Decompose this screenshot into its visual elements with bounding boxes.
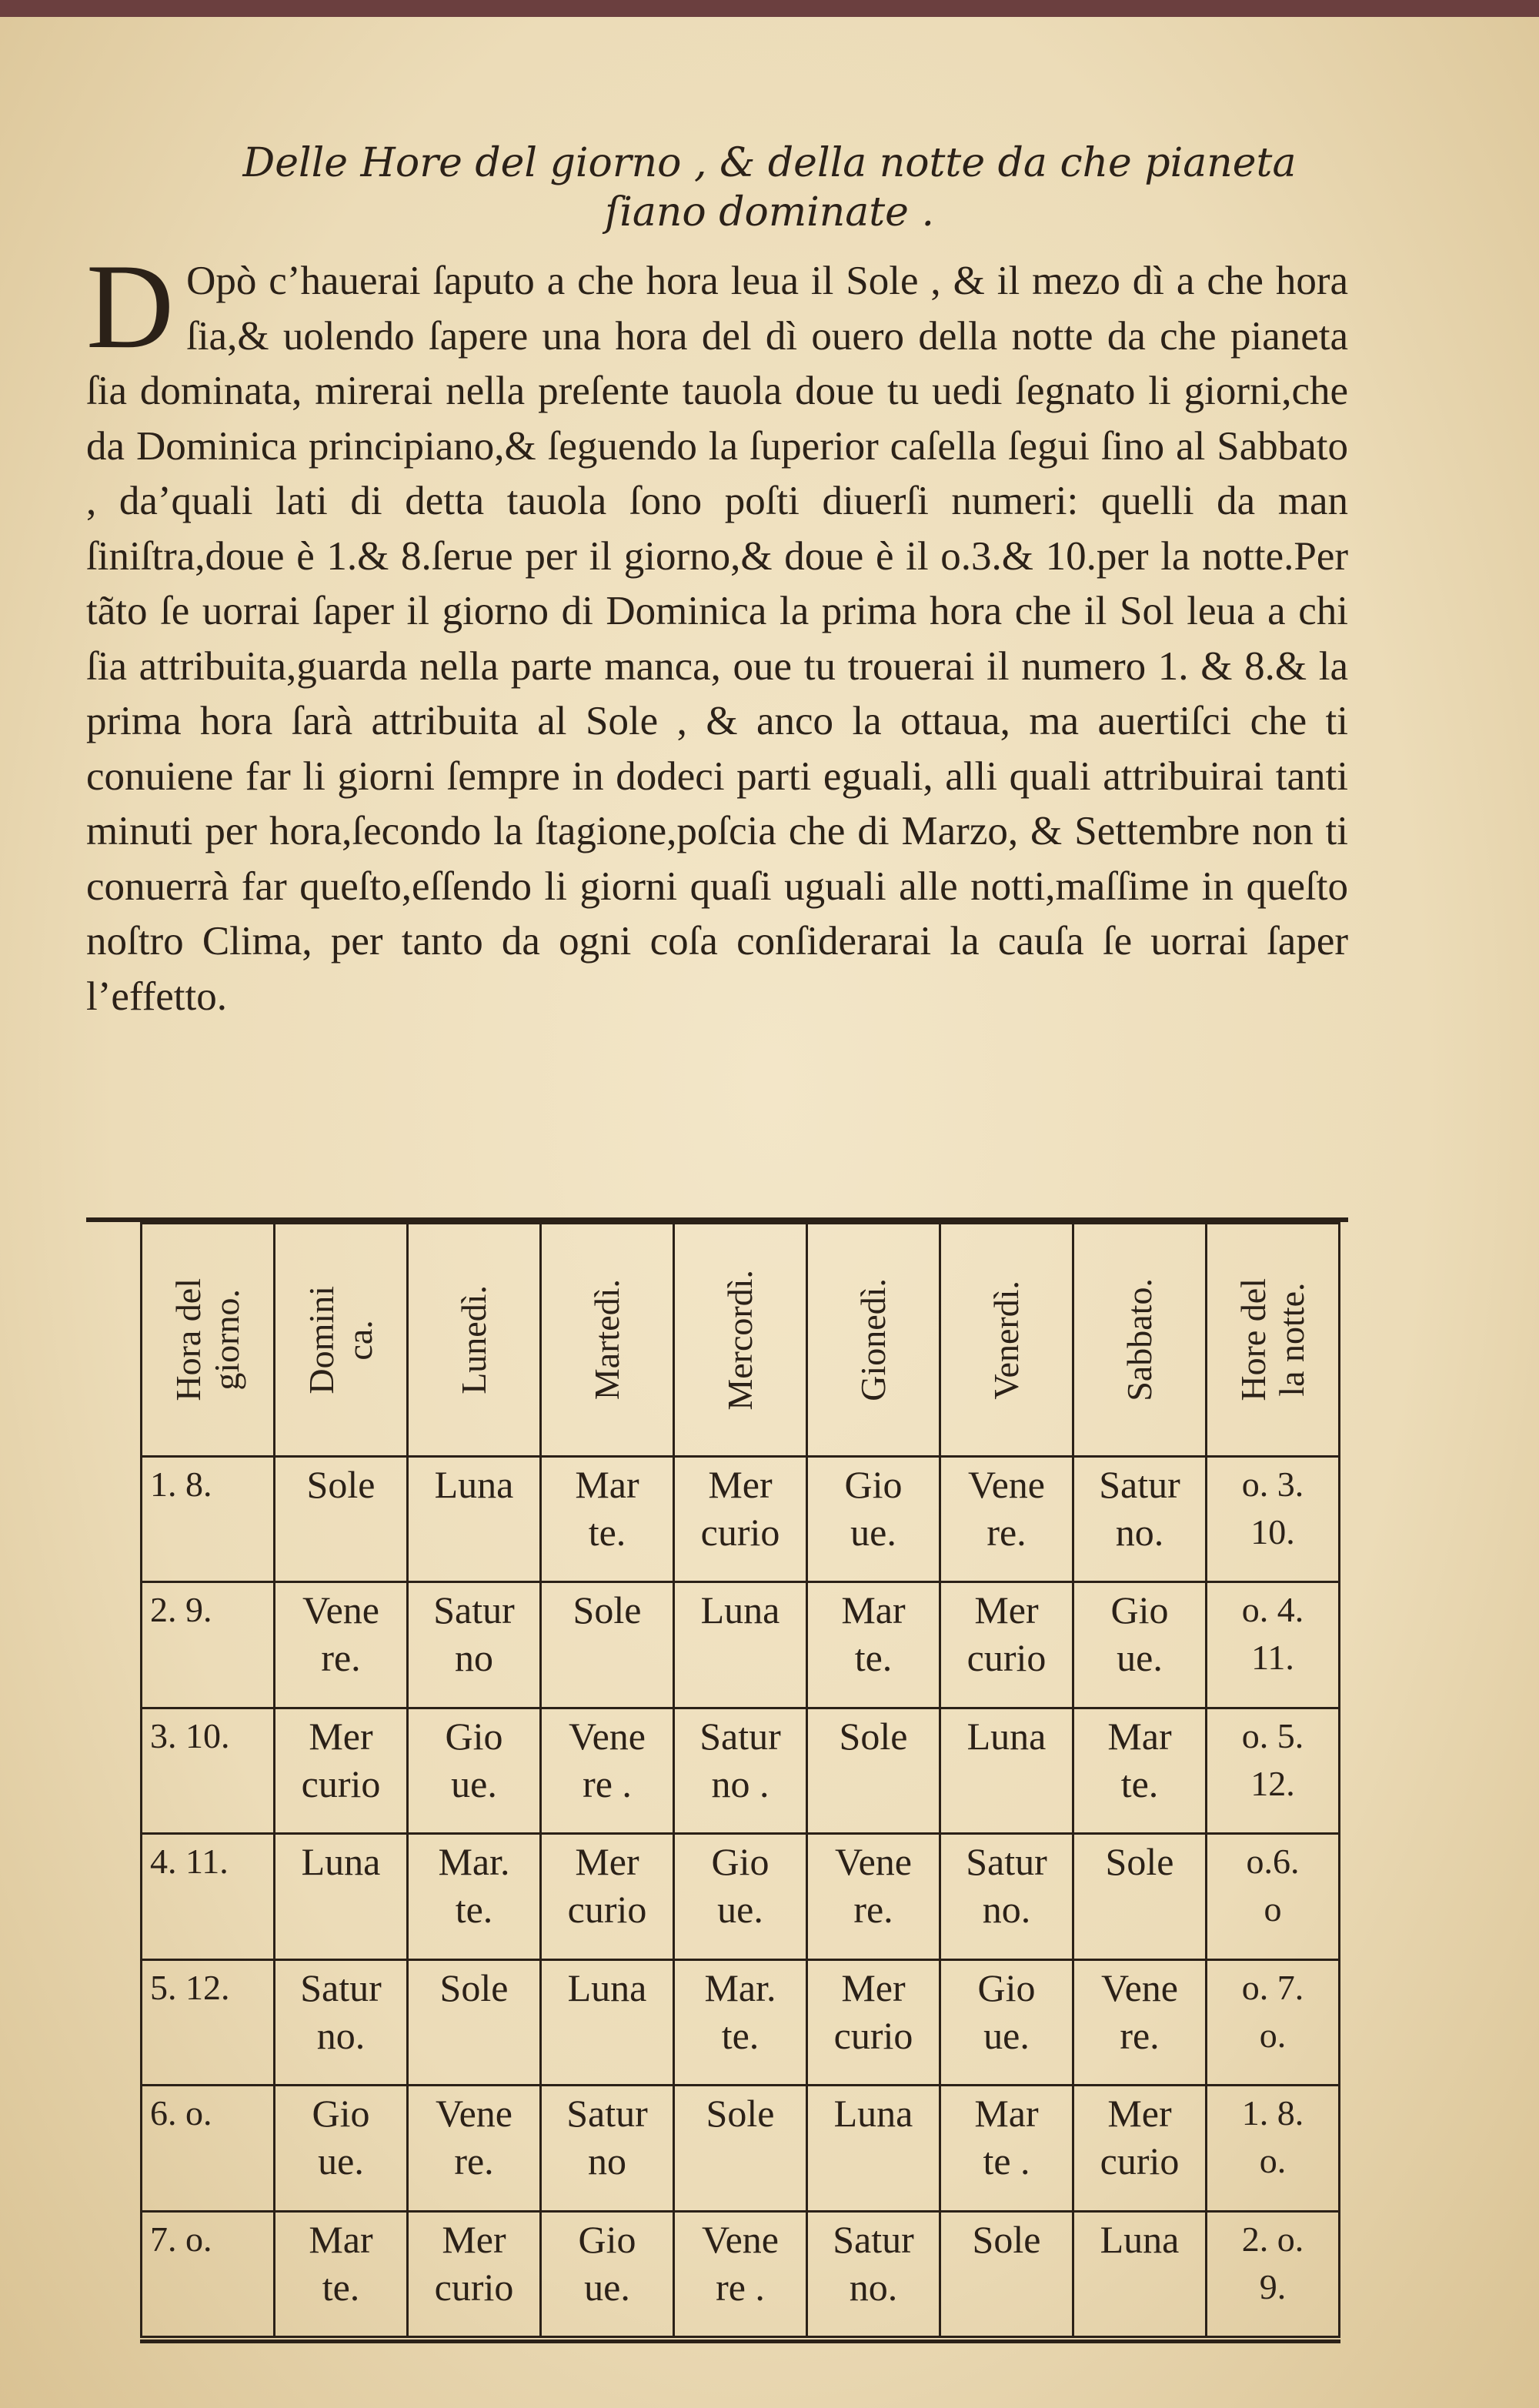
table-header-row: [142, 1224, 1340, 1457]
header-cell: Venerdì.: [940, 1224, 1073, 1457]
table-cell: Mer curio: [674, 1457, 807, 1582]
table-cell: Mar te.: [807, 1582, 940, 1708]
table-row: [142, 1457, 1340, 1582]
page-heading: [92, 139, 1447, 237]
table-cell: Vene re.: [275, 1582, 408, 1708]
table-cell: Gio ue.: [541, 2211, 674, 2336]
table-cell: Sole: [940, 2211, 1073, 2336]
table-row: [142, 2211, 1340, 2336]
body-paragraph: [86, 239, 1348, 1024]
table-cell: Sole: [674, 2086, 807, 2211]
table-cell: Sole: [1073, 1834, 1207, 1959]
night-hour-cell: o. 5. 12.: [1207, 1708, 1340, 1833]
day-hour-cell: 1. 8.: [142, 1457, 275, 1582]
table-cell: Luna: [940, 1708, 1073, 1833]
table-cell: Mar. te.: [674, 1959, 807, 2085]
table-cell: Mer curio: [408, 2211, 541, 2336]
header-cell: Lunedì.: [408, 1224, 541, 1457]
table-cell: Gio ue.: [807, 1457, 940, 1582]
heading-line-1: Delle Hore del giorno , & della notte da che pianeta: [242, 140, 1297, 186]
table-cell: Satur no.: [807, 2211, 940, 2336]
table-cell: Luna: [674, 1582, 807, 1708]
table-cell: Gio ue.: [940, 1959, 1073, 2085]
table-cell: Vene re.: [807, 1834, 940, 1959]
table-cell: Vene re .: [674, 2211, 807, 2336]
table-cell: Sole: [275, 1457, 408, 1582]
table-row: [142, 1582, 1340, 1708]
table-cell: Gio ue.: [408, 1708, 541, 1833]
header-cell: Hora del giorno.: [142, 1224, 275, 1457]
page-edge: [0, 0, 1539, 17]
table-cell: Luna: [275, 1834, 408, 1959]
header-cell: Martedì.: [541, 1224, 674, 1457]
table-cell: Satur no: [408, 1582, 541, 1708]
table-cell: Mar te.: [1073, 1708, 1207, 1833]
day-hour-cell: 6. o.: [142, 2086, 275, 2211]
table-cell: Satur no.: [275, 1959, 408, 2085]
table-cell: Mer curio: [275, 1708, 408, 1833]
table-cell: Luna: [541, 1959, 674, 2085]
table-cell: Vene re .: [541, 1708, 674, 1833]
table-cell: Gio ue.: [674, 1834, 807, 1959]
table-bottom-rule: [140, 2340, 1340, 2343]
day-hour-cell: 7. o.: [142, 2211, 275, 2336]
table-cell: Mar te .: [940, 2086, 1073, 2211]
header-cell: Domini ca.: [275, 1224, 408, 1457]
day-hour-cell: 4. 11.: [142, 1834, 275, 1959]
table-cell: Mer curio: [807, 1959, 940, 2085]
table-cell: Vene re.: [408, 2086, 541, 2211]
night-hour-cell: 1. 8. o.: [1207, 2086, 1340, 2211]
table-cell: Luna: [408, 1457, 541, 1582]
table-cell: Sole: [807, 1708, 940, 1833]
table-cell: Mer curio: [940, 1582, 1073, 1708]
planetary-hours-table: [140, 1222, 1340, 2338]
night-hour-cell: o.6. o: [1207, 1834, 1340, 1959]
header-cell: Sabbato.: [1073, 1224, 1207, 1457]
header-cell: Mercordì.: [674, 1224, 807, 1457]
table-row: [142, 1708, 1340, 1833]
header-cell: Hore del la notte.: [1207, 1224, 1340, 1457]
day-hour-cell: 5. 12.: [142, 1959, 275, 2085]
night-hour-cell: 2. o. 9.: [1207, 2211, 1340, 2336]
table-cell: Mer curio: [541, 1834, 674, 1959]
day-hour-cell: 2. 9.: [142, 1582, 275, 1708]
table-row: [142, 2086, 1340, 2211]
table-cell: Luna: [807, 2086, 940, 2211]
table-cell: Satur no .: [674, 1708, 807, 1833]
night-hour-cell: o. 4. 11.: [1207, 1582, 1340, 1708]
day-hour-cell: 3. 10.: [142, 1708, 275, 1833]
table-cell: Mer curio: [1073, 2086, 1207, 2211]
table-row: [142, 1834, 1340, 1959]
table-cell: Luna: [1073, 2211, 1207, 2336]
paragraph-text: Opò c’hauerai ſaputo a che hora leua il Sole , & il mezo dì a che hora ſia,& uolendo ſapere una hora del dì ouero della notte da che pianeta ſia dominata, mirerai nella preſente tauola doue tu uedi ſegnato li giorni,che da Dominica principiano,& ſeguendo la ſuperior caſella ſegui ſino al Sabbato , da’quali lati di detta tauola ſono poſti diuerſi numeri: quelli da man ſiniſtra,doue è 1.& 8.ſerue per il giorno,& doue è il o.3.& 10.per la notte.Per tãto ſe uorrai ſaper il giorno di Dominica la prima hora che il Sol leua a chi ſia attribuita,guarda nella parte manca, oue tu trouerai il numero 1. & 8.& la prima hora ſarà attribuita al Sole , & anco la ottaua, ma auertiſci che ti conuiene far li giorni ſempre in dodeci parti eguali, alli quali attribuirai tanti minuti per hora,ſecondo la ſtagione,poſcia che di Marzo, & Settembre non ti conuerrà far queſto,eſſendo li giorni quaſi uguali alle notti,maſſime in queſto noſtro Clima, per tanto da ogni coſa conſiderarai la cauſa ſe uorrai ſaper l’effetto.: [86, 259, 1348, 1019]
hours-table: [140, 1222, 1340, 2338]
table-cell: Satur no.: [1073, 1457, 1207, 1582]
header-cell: Gionedì.: [807, 1224, 940, 1457]
table-cell: Mar te.: [541, 1457, 674, 1582]
table-cell: Vene re.: [940, 1457, 1073, 1582]
table-cell: Satur no: [541, 2086, 674, 2211]
table-cell: Gio ue.: [1073, 1582, 1207, 1708]
table-cell: Mar. te.: [408, 1834, 541, 1959]
table-row: [142, 1959, 1340, 2085]
table-cell: Sole: [408, 1959, 541, 2085]
night-hour-cell: o. 3. 10.: [1207, 1457, 1340, 1582]
night-hour-cell: o. 7. o.: [1207, 1959, 1340, 2085]
heading-line-2: ſiano dominate .: [605, 189, 934, 235]
table-cell: Mar te.: [275, 2211, 408, 2336]
table-cell: Sole: [541, 1582, 674, 1708]
drop-cap: D: [86, 239, 175, 374]
table-cell: Vene re.: [1073, 1959, 1207, 2085]
table-cell: Satur no.: [940, 1834, 1073, 1959]
table-cell: Gio ue.: [275, 2086, 408, 2211]
